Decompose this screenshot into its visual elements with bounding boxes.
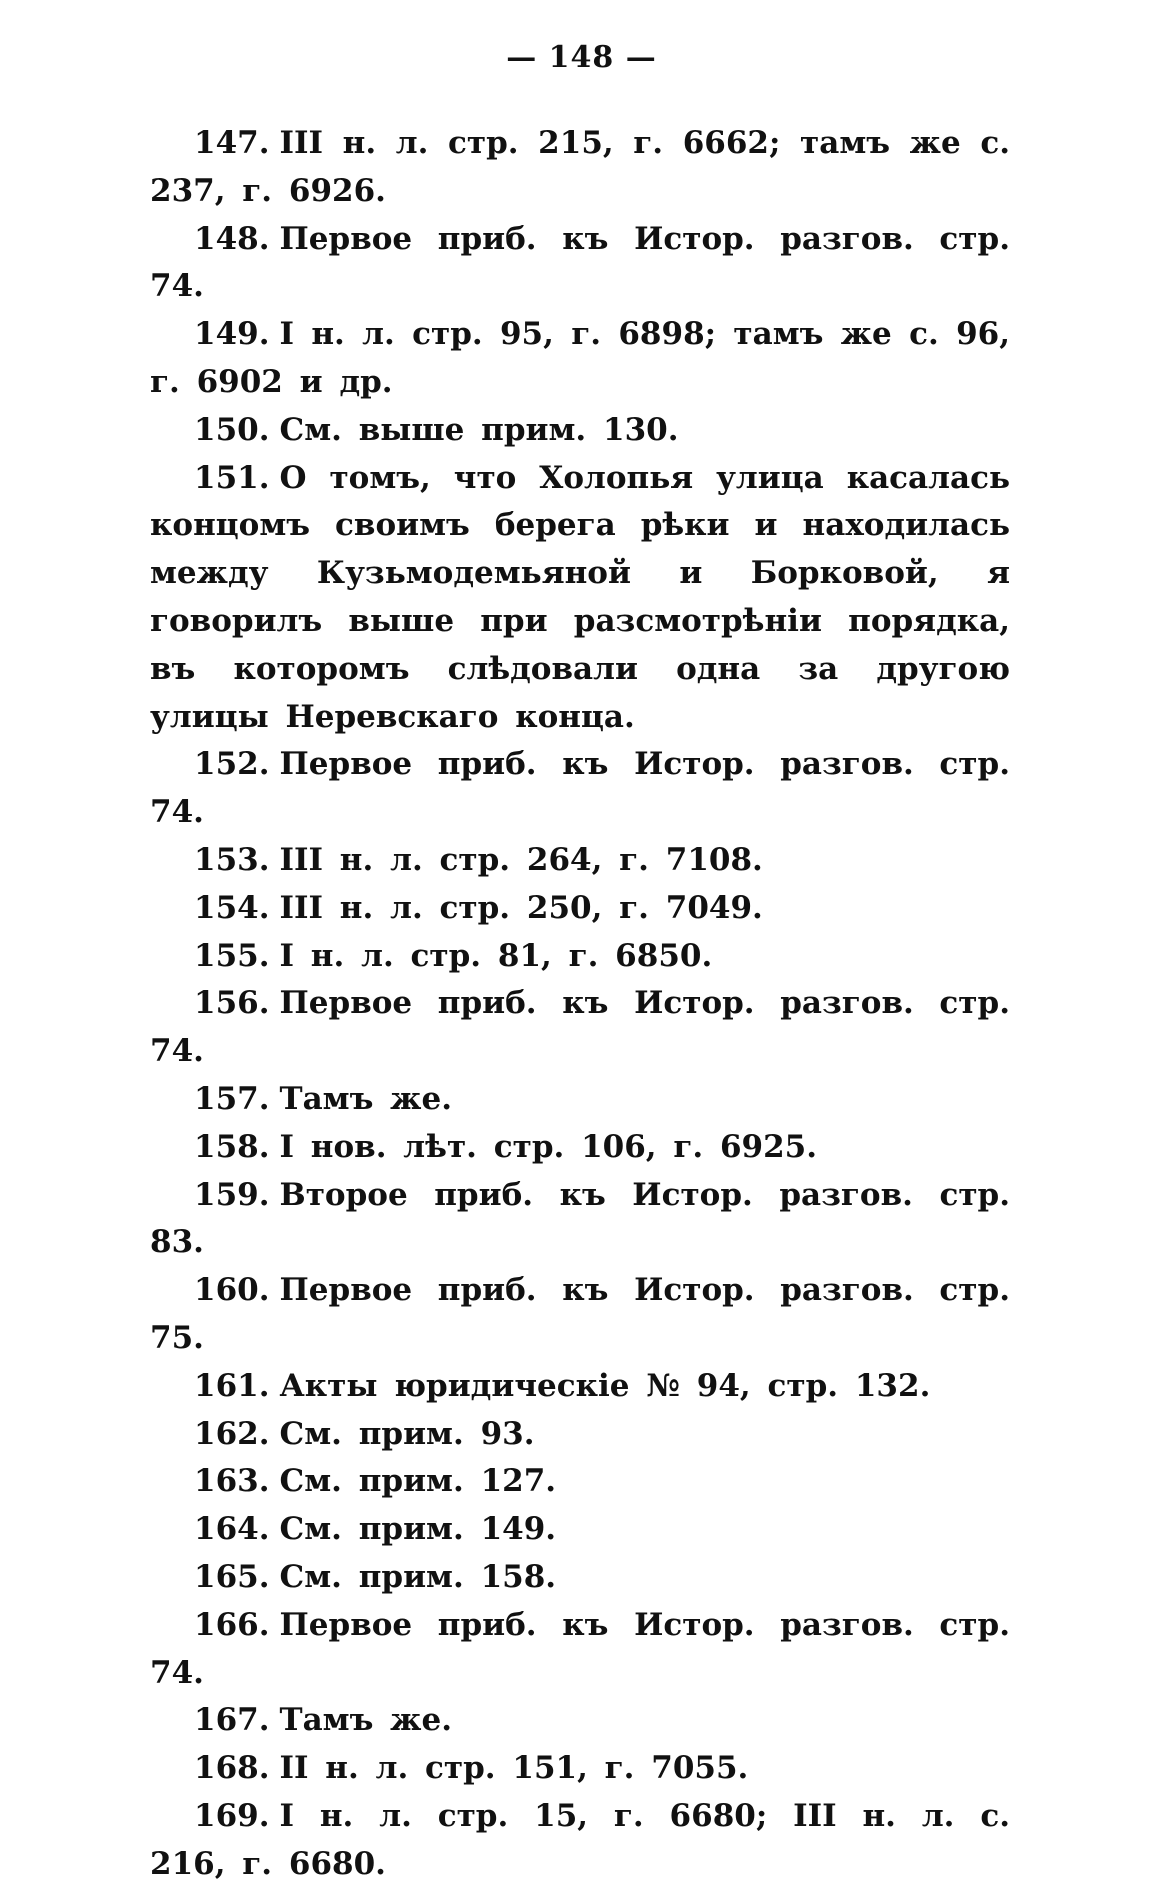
- note-157: [150, 1076, 1010, 1124]
- note-160: [150, 1267, 1010, 1363]
- page-number: — 148 —: [506, 40, 657, 75]
- note-152: [150, 741, 1010, 837]
- note-text: I н. л. стр. 15, г. 6680; III н. л. с. 216, г. 6680.: [150, 1797, 1010, 1882]
- note-162: [150, 1411, 1010, 1459]
- note-154: [150, 885, 1010, 933]
- note-text: Тамъ же.: [279, 1080, 452, 1117]
- note-text: III н. л. стр. 215, г. 6662; тамъ же с. 237, г. 6926.: [150, 125, 1010, 209]
- note-number: 152.: [194, 746, 270, 783]
- note-text: Первое приб. къ Истор. разгов. стр. 74.: [150, 1606, 1010, 1691]
- note-text: Первое приб. къ Истор. разгов. стр. 74.: [150, 985, 1010, 1070]
- note-text: III н. л. стр. 250, г. 7049.: [279, 889, 763, 926]
- note-number: 159.: [194, 1176, 270, 1213]
- note-167: [150, 1697, 1010, 1745]
- note-159: [150, 1172, 1010, 1268]
- note-169: [150, 1793, 1010, 1888]
- note-168: [150, 1745, 1010, 1793]
- note-number: 169.: [194, 1797, 270, 1834]
- note-158: [150, 1124, 1010, 1172]
- note-number: 165.: [194, 1558, 270, 1595]
- note-number: 161.: [194, 1367, 270, 1404]
- note-155: [150, 933, 1010, 981]
- note-text: См. выше прим. 130.: [279, 411, 679, 448]
- note-161: [150, 1363, 1010, 1411]
- note-text: О томъ, что Холопья улица касалась концомъ своимъ берега рѣки и находилась между Кузьмодемьяной и Борковой, я говорилъ выше при разсмотрѣніи порядка, въ которомъ слѣдовали одна за другою улицы Неревскаго конца.: [150, 459, 1010, 735]
- note-150: [150, 407, 1010, 455]
- note-149: [150, 311, 1010, 407]
- note-number: 157.: [194, 1080, 270, 1117]
- note-156: [150, 980, 1010, 1076]
- note-text: Первое приб. къ Истор. разгов. стр. 74.: [150, 220, 1010, 305]
- note-number: 158.: [194, 1128, 270, 1165]
- note-165: [150, 1554, 1010, 1602]
- note-text: Первое приб. къ Истор. разгов. стр. 75.: [150, 1272, 1010, 1356]
- note-text: I нов. лѣт. стр. 106, г. 6925.: [279, 1128, 818, 1165]
- note-number: 148.: [194, 220, 270, 257]
- note-number: 155.: [194, 937, 270, 974]
- note-number: 160.: [194, 1272, 270, 1309]
- note-number: 166.: [194, 1606, 270, 1643]
- note-number: 163.: [194, 1463, 270, 1500]
- note-text: II н. л. стр. 151, г. 7055.: [279, 1750, 749, 1787]
- note-153: [150, 837, 1010, 885]
- note-164: [150, 1506, 1010, 1554]
- note-number: 164.: [194, 1511, 270, 1548]
- note-text: III н. л. стр. 264, г. 7108.: [279, 841, 763, 878]
- note-number: 153.: [194, 841, 270, 878]
- note-text: I н. л. стр. 81, г. 6850.: [279, 937, 713, 974]
- note-148: [150, 216, 1010, 312]
- note-number: 147.: [194, 125, 270, 161]
- note-text: Акты юридическіе № 94, стр. 132.: [279, 1367, 931, 1404]
- note-text: Первое приб. къ Истор. разгов. стр. 74.: [150, 746, 1010, 831]
- note-text: I н. л. стр. 95, г. 6898; тамъ же с. 96, г. 6902 и др.: [150, 316, 1010, 400]
- notes-list: [150, 120, 1010, 1888]
- note-163: [150, 1458, 1010, 1506]
- note-text: См. прим. 127.: [279, 1463, 557, 1500]
- note-number: 162.: [194, 1415, 270, 1452]
- note-number: 150.: [194, 411, 270, 448]
- note-text: См. прим. 158.: [279, 1558, 557, 1595]
- note-number: 154.: [194, 889, 270, 926]
- note-text: См. прим. 149.: [279, 1511, 557, 1548]
- note-number: 151.: [194, 459, 270, 496]
- note-number: 167.: [194, 1702, 270, 1739]
- note-151: [150, 455, 1010, 742]
- note-147: [150, 120, 1010, 216]
- note-number: 149.: [194, 316, 270, 353]
- note-text: Тамъ же.: [279, 1702, 452, 1739]
- note-number: 156.: [194, 985, 270, 1022]
- note-text: Второе приб. къ Истор. разгов. стр. 83.: [150, 1176, 1010, 1261]
- note-text: См. прим. 93.: [279, 1415, 535, 1452]
- note-number: 168.: [194, 1750, 270, 1787]
